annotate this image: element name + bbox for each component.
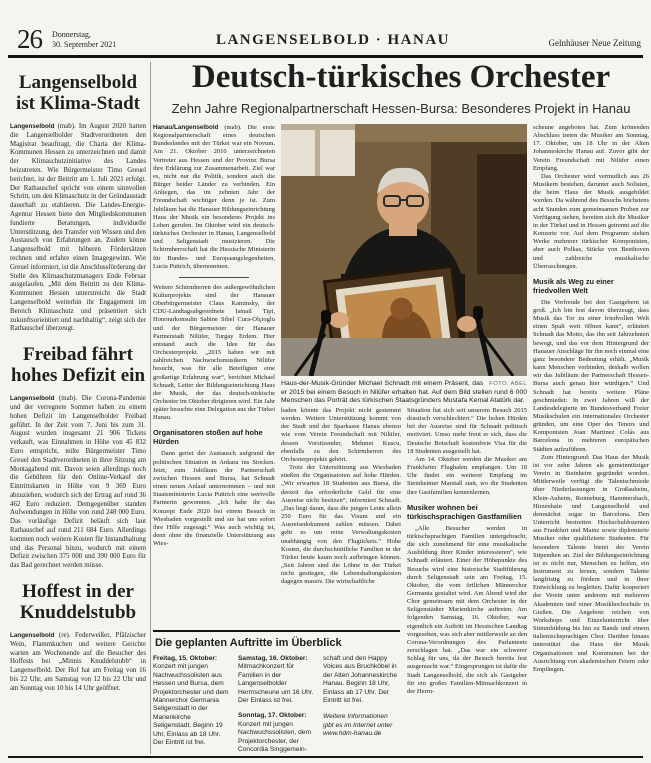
article-paragraph: Zum Hintergrund: Das Haus der Musik ist vor zehn Jahren als gemeinnütziger Verein in Steinheim gegründet worden. Mittlerweile verfügt die Talentschmiede über Niederlassungen in Großauheim, Klein-Auheim, Ronneburg, Hammersbach, Hirzenhain und Langenselbold und demnächst sogar in Barcelona. Den Unterricht bestreiten Hochschuldozenten aus Frankfurt und Mainz sowie diplomierte Musiker oder qualifizierte Studenten. Für besondere Talente bietet der Verein Stipendien an. Ziel der Bildungseinrichtung ist es nicht nur, Menschen zu helfen, ein Instrument zu lernen, sondern Talente langfristig zu fördern und in ihrer Entwicklung zu begleiten. Dafür kooperiert der Verein unter anderem mit mehreren Akademien und einer Musikhochschule in Gießen. Die Angebote reichen von Workshops und Einzelunterricht über Stimmbildung bis hin zu Bands und einem italienischsprachigen Chor. Darüber hinaus unterstützt das Haus der Musik Organisationen und Kommunen bei der Ausrichtung von akademischen Feiern oder Empfängen. — [533, 453, 649, 673]
schedule-box-title: Die geplanten Auftritte im Überblick — [155, 637, 342, 649]
sidebar — [10, 62, 146, 701]
dateline: Langenselbold — [10, 395, 55, 403]
schedule-item — [238, 712, 315, 754]
date — [52, 30, 116, 49]
sidebar-article-freibad — [10, 344, 146, 571]
schedule-item — [238, 655, 315, 705]
sidebar-article-body — [10, 395, 146, 571]
article-text: Die Corona-Pandemie und der verregnete Sommer haben zu einem hohen Defizit im Langenselbolder Freibad geführt. In der Zeit vom 7. Juni bis zum 31. August wurden insgesamt 21 906 Tickets verkauft, was Einnahmen in Höhe von 45 832 Euro entspricht, teilte Bürgermeister Timo Greuel den Stadtverordneten in ihrer Sitzung am Montagabend mit. Davon seien allerdings noch die Gebühren für den Online-Verkauf der Eintrittskarten in Höhe von 9 369 Euro abzuziehen, wodurch sich der Ertrag auf rund 36 462 Euro reduziert. Demgegenüber standen Aufwendungen in Höhe von rund 248 000 Euro. Das vorläufige Defizit beläuft sich laut Rathauschef auf rund 211 684 Euro. Allerdings kommen noch weitere Kosten für Instandhaltung und das Personal hinzu, wodurch mit einem Defizit zwischen 375 000 und 390 000 Euro für das Bad gerechnet werden müsse. — [10, 395, 146, 570]
credit: (re). — [58, 632, 71, 640]
date-line1: Donnerstag, — [52, 30, 91, 39]
page-number: 26 — [17, 24, 42, 54]
newspaper-name: Gelnhäuser Neue Zeitung — [548, 38, 641, 48]
schedule-box — [153, 630, 400, 756]
schedule-item — [153, 655, 230, 747]
sidebar-headline: Hoffest in der Knuddelstubb — [19, 581, 137, 624]
article-text: Federweißer, Pfälzischer Wein, Flammkuchen und weitere Gerichte warten am Wochenende auf die Besucher des Hoffests bei „Minnis Knuddelstubb“ in Langenselbold. Der Hof hat am Freitag von 16 bis 22 Uhr, am Samstag von 12 bis 22 Uhr und am Sonntag von 10 bis 14 Uhr geöffnet. — [10, 632, 146, 692]
sidebar-article-body — [10, 632, 146, 694]
credit: (mab). — [57, 123, 76, 130]
sidebar-divider-rule — [150, 62, 151, 754]
schedule-item — [323, 655, 400, 705]
sidebar-article-hoffest — [10, 581, 146, 694]
crosshead: Organisatoren stoßen auf hohe Hürden — [153, 428, 263, 447]
photo-illustration — [281, 124, 527, 376]
article-paragraph: Die Vorfreude bei den Gastgebern ist groß. „Ich bin fest davon überzeugt, dass Musik das Tor zu einer friedvollen Welt einen Spalt weit öffnen kann“, erläutert Schnadt das Motto, das ihn seit Jahrzehnten bewegt, und das vor dem Hintergrund der Hanauer Anschläge für ihn noch einmal eine ganz besondere Bedeutung erhält. „Musik kann Menschen verbinden, deshalb wollen wir das Jubiläum der Partnerschaft Hessen-Bursa auch genau hier würdigen.“ Und Schnadt hat bereits weitere Pläne geschmiedet: In zwei Jahren will der Landesdelegierte im Bundesverband Freier Musikschulen ein internationales Orchester gründen, um eine Oper des Tenors und Komponisten Joan Martinez Colás aus Barcelona in mehreren europäischen Städten aufzuführen. — [533, 298, 649, 453]
sidebar-headline: Freibad fährt hohes Defizit ein — [10, 344, 146, 387]
dateline: Langenselbold — [10, 123, 55, 130]
article-column-3 — [407, 407, 527, 757]
schedule-item-text: schaft und den Happy Voices aus Bruchköbel in der Alten Johanneskirche Hanau. Beginn 18 Uhr, Einlass ab 17 Uhr. Der Eintritt ist frei. — [323, 655, 398, 705]
credit: (mab). — [58, 395, 78, 403]
article-paragraph: baden könnte das Projekt nicht gestemmt werden. Weitere Unterstützung kommt von der Stadt und der Sparkasse Hanau ebenso wie vom Verein Freundschaft mit Nilüfer, dessen Vorsitzender, Mehmet Kuscu, ebenfalls zu den Schirmherren des Orchesterprojekts gehört. — [281, 407, 401, 463]
article-text: Die erste Regionalpartnerschaft eines deutschen Bundeslandes mit der Türkei war ein Novum. Am 21. Oktober 2010 unterzeichneten Vertreter aus Hessen und der Provinz Bursa ihre Erklärung zur Zusammenarbeit. Ziel war es, nicht nur die Politik, sondern auch die Bürger beider Länder zu verbinden. Ein Anliegen, das im zehnten Jahr der Freundschaft wichtiger denn je ist. Zum Jubiläum hat die Hanauer Bildungseinrichtung Haus der Musik ein besonderes Projekt ins Leben gerufen. Im Oktober wird ein deutsch-türkisches Orchester in Hanau, Langenselbold und Seligenstadt musizieren. Die Schirmherrschaft hat die Hessische Ministerin für Bundes- und Europaangelegenheiten, Lucia Puttrich, übernommen. — [153, 124, 275, 270]
schedule-item-date: Sonntag, 17. Oktober: — [238, 712, 307, 720]
article-text: Im August 2020 hatten die Langenselbolder Stadtverordneten den Magistrat beauftragt, die Charta der Klima-Kommunen Hessen zu unterzeichnen und damit der Klimaschutzinitiative des Landes beizutreten. Wie Bürgermeister Timo Greuel berichtet, ist der Beitritt am 1. Juli 2021 erfolgt. Der Rathauschef spricht von einem sinnvollen Schritt, um den Klimaschutz in der Gründaustadt dauerhaft zu etablieren. Die Landes-Energie-Agentur Hessen biete den Mitgliedskommunen fundierte Beratungen, individuelle Unterstützung, den Transfer von Wissen und den Austausch von Erfahrungen an. Zudem könne Langenselbold mit höheren Fördersätzen rechnen und erfahre einen Imagegewinn. Wie Greuel informiert, ist die Anschlussförderung der Stelle des Klimaschutzmanagers Ende Februar ausgelaufen. „Mit dem Beitritt zu den Klima-Kommunen Hessen unterstreicht die Stadt Langenselbold weiterhin ihr Engagement im Bereich Klimaschutz und präsentiert sich zukunftsorientiert und nachhaltig“, zeigt sich der Rathauschef überzeugt. — [10, 123, 147, 333]
schedule-item-date: Samstag, 16. Oktober: — [238, 655, 308, 662]
section-title: LANGENSELBOLD · HANAU — [215, 32, 451, 48]
article-paragraph: Situation hat sich seit unserem Besuch 2015 drastisch verschlechtert.“ Die hohen Hürden bei der Ausreise sind für Schnadt politisch motiviert. Umso mehr freut er sich, dass die Deutsche Botschaft kostenfreie Visa für die 18 Studenten ausgestellt hat. — [407, 407, 527, 455]
article-paragraph: Trotz der Unterstützung aus Wiesbaden stießen die Organisatoren auf hohe Hürden. „Wir erwarten 18 Studenten aus Bursa, die derzeit das erforderliche Geld für eine Ausreise nicht besitzen“, informiert Schnadt. „Das liegt daran, dass die jungen Leute allein 250 Euro für das Visum und ein Ausreisedokument zahlen müssen. Dabei geht es um reine Verwaltungskosten unabhängig von den Flugtickets.“ Hohe Kosten, die durchschnittliche Familien in der Türkei heute kaum noch aufbringen können. „Seit Jahren sind die Löhne in der Türkei nicht gestiegen, die Lebenshaltungskosten dagegen massiv. Die wirtschaftliche — [281, 464, 401, 586]
photo-caption — [281, 380, 527, 406]
credit: (mab). — [224, 124, 242, 131]
article-paragraph: Am 14. Oktober werden die Musiker am Frankfurter Flughafen empfangen. Um 18 Uhr findet ein weiterer Empfang im Steinheimer Marstall statt, wo die Studenten ihre Gastfamilien kennenlernen. — [407, 455, 527, 496]
schedule-column-3 — [323, 655, 400, 756]
schedule-column-2 — [238, 655, 315, 756]
article-paragraph: „Alle Besucher werden in türkischsprachigen Familien untergebracht, die sich zunehmend für eine musikalische Ausbildung ihrer Kinder interessieren“, wie Schnadt erläutert. Einer der Höhepunkte des Besuchs wird eine historische Stadtführung durch Seligenstadt sein am Freitag, 15. Oktober, die vom örtlichen Männerchor Germania gestaltet wird. Am Abend wird der Chor gemeinsam mit dem Orchester in der Seligenstädter Marienkirche auftreten. Am folgenden Samstag, 16. Oktober, war eigentlich ein Auftritt im Hessischen Landtag vorgesehen, was sich aber mittlerweile an den Corona-Verordnungen des Parlaments zerschlagen hat. „Das war ein schwerer Schlag für uns, da der Besuch bereits fest ausgemacht war.“ Eingesprungen ist dafür die Stadt Langenselbold, die sich als Gastgeber für ein großes Familien-Mitmachkonzert in der Herrn- — [407, 524, 527, 695]
article-column-2 — [281, 407, 401, 630]
sidebar-headline: Langenselbold ist Klima-Stadt — [15, 72, 141, 114]
paragraph-divider-rule — [179, 277, 250, 278]
schedule-box-columns — [153, 655, 400, 756]
article-photo — [281, 124, 527, 376]
article-paragraph — [153, 124, 275, 271]
article-paragraph: Das Orchester wird vermutlich aus 26 Musikern bestehen, darunter auch Solisten, die beim Haus der Musik ausgebildet werden. Da während des Besuchs höchstens acht Stunden zum gemeinsamen Proben zur Verfügung stehen, bereiten sich die Musiker in der Türkei und in Hessen getrennt auf die Konzerte vor. Auf dem Programm stehen Werke mehrerer türkischer Komponisten, aber auch Polkas, Stücke von Beethoven und zahlreiche musikalische Überraschungen. — [533, 172, 649, 270]
photo-credit: FOTO: ABEL — [489, 381, 527, 387]
crosshead: Musik als Weg zu einer friedvollen Welt — [533, 276, 614, 295]
article-column-1 — [153, 124, 275, 630]
schedule-item-text: Konzert mit jungen Nachwuchssolisten aus Hessen und Bursa, dem Projektorchester und dem Männerchor Germania Seligenstadt in der Marienkirche Seligenstadt. Beginn 19 Uhr, Einlass ab 18 Uhr. Der Eintritt ist frei. — [153, 663, 229, 747]
schedule-item-text: Konzert mit jungen Nachwuchssolisten, dem Projektorchester, der Concordia Singgemein- — [238, 720, 311, 754]
schedule-info-note: Weitere Informationen gibt es im Internet unter www.hdm-hanau.de — [323, 713, 393, 738]
date-line2: 30. September 2021 — [52, 39, 117, 49]
article-paragraph: Dann geriet der Austausch aufgrund der politischen Situation in Ankara ins Stocken. Jetzt, zum Jubiläum der Partnerschaft zwischen Hessen und Bursa, hat Schnadt einen neuen Anlauf unternommen – und mit Staatsministerin Lucia Puttrich eine wertvolle Partnerin gewonnen. „Ich habe ihr das Konzept Ende 2020 bei einem Besuch in Wiesbaden vorgestellt und sie hat uns sofort ihre Hilfe zugesagt.“ Was auch wichtig ist, denn ohne die finanzielle Unterstützung aus Wies- — [153, 450, 275, 548]
main-headline: Deutsch-türkisches Orchester — [191, 59, 611, 95]
article-paragraph: Weitere Schirmherren des außergewöhnlichen Kulturprojekts sind der Hanauer Oberbürgermeister Claus Kaminsky, der CDU-Landtagsabgeordnete Ismail Tipi, Honorarkonsulin Sabine Sibel Cura-Olçioglu und der Bürgermeister der Hanauer Partnerstadt Nilüfer, Turgay Erdem. Hier entstand auch die Idee für das Orchesterprojekt. „2015 haben wir mit zahlreichen Nachwuchsmusikern Nilüfer besucht, was für alle Beteiligten eine großartige Erfahrung war“, berichtet Michael Schnadt, Leiter der Bildungseinrichtung Haus der Musik, der das deutsch-türkische Orchester im Oktober dirigieren wird. Ein Jahr später besuchte eine Delegation aus der Türkei Hanau. — [153, 283, 275, 422]
article-column-4 — [533, 124, 649, 757]
bottom-rule — [8, 756, 643, 758]
sidebar-article-body — [10, 123, 146, 334]
photo-caption-text: Haus-der-Musik-Gründer Michael Schnadt mit einem Präsent, das er 2015 bei einem Besuch in Nilüfer erhalten hat. Auf dem Bild stellen rund 6 000 Menschen das Porträt des türkischen Staatsgründers Mustafa Kemal Atatürk dar. — [281, 380, 527, 405]
sidebar-article-klima — [10, 72, 146, 334]
article-paragraph: scheune angeboten hat. Zum krönenden Abschluss treten die Musiker am Sonntag, 17. Oktober, um 18 Uhr in der Alten Johanneskirche Hanau auf. Zuvor gibt der Verein Freundschaft mit Nilüfer einen Empfang. — [533, 124, 649, 172]
main-subheadline: Zehn Jahre Regionalpartnerschaft Hessen-Bursa: Besonderes Projekt in Hanau — [171, 101, 631, 116]
schedule-item-date: Freitag, 15. Oktober: — [153, 655, 218, 662]
dateline: Hanau/Langenselbold — [153, 124, 219, 131]
crosshead: Musiker wohnen bei türkischsprachigen Gastfamilien — [407, 502, 522, 521]
schedule-column-1 — [153, 655, 230, 756]
dateline: Langenselbold — [10, 632, 55, 640]
schedule-item-text: Mitmachkonzert für Familien in der Langenselbolder Herrnscheune um 16 Uhr. Der Einlass ist frei. — [238, 663, 314, 705]
